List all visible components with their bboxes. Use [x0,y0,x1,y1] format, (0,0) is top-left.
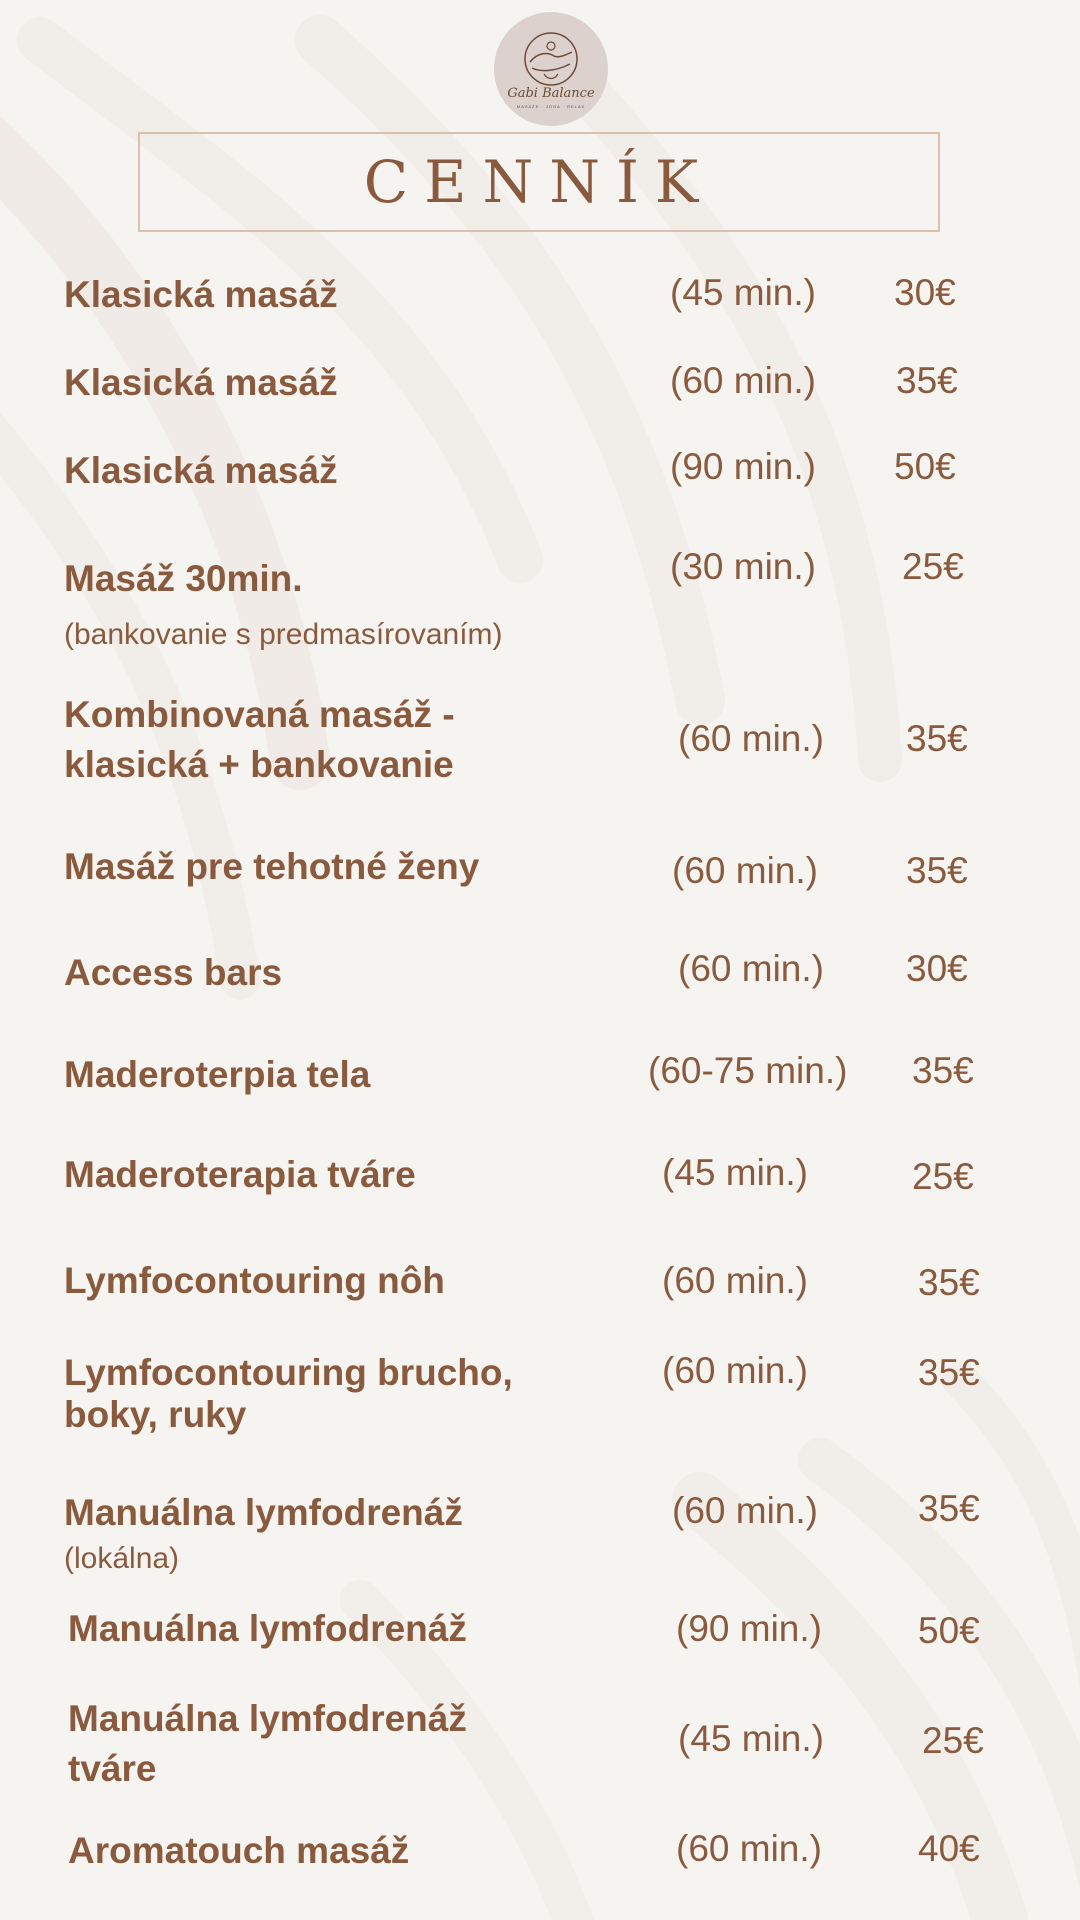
service-duration: (90 min.) [676,1608,822,1649]
service-name-line2: boky, ruky [64,1394,247,1435]
service-price: 25€ [922,1720,984,1761]
service-name: Maderoterpia tela [64,1054,371,1095]
service-name-line2: klasická + bankovanie [64,744,454,785]
service-name: Masáž 30min. [64,558,303,599]
service-price: 35€ [906,718,968,759]
service-note: (bankovanie s predmasírovaním) [64,618,503,651]
service-duration: (60-75 min.) [648,1050,848,1091]
service-duration: (60 min.) [676,1828,822,1869]
service-price: 25€ [902,546,964,587]
service-duration: (60 min.) [678,718,824,759]
service-price: 30€ [894,272,956,313]
service-name-line2: tváre [68,1748,157,1789]
service-name: Klasická masáž [64,274,338,315]
service-duration: (60 min.) [678,948,824,989]
service-note: (lokálna) [64,1542,180,1575]
service-price: 35€ [896,360,958,401]
page-title: CENNÍK [363,148,715,216]
service-price: 35€ [918,1262,980,1303]
service-duration: (60 min.) [662,1260,808,1301]
service-price: 40€ [918,1828,980,1869]
service-price: 35€ [918,1488,980,1529]
service-price: 25€ [912,1156,974,1197]
service-price: 50€ [894,446,956,487]
service-duration: (30 min.) [670,546,816,587]
service-duration: (45 min.) [678,1718,824,1759]
logo [494,12,608,126]
service-duration: (60 min.) [662,1350,808,1391]
service-name: Klasická masáž [64,450,338,491]
service-price: 30€ [906,948,968,989]
service-price: 50€ [918,1610,980,1651]
service-price: 35€ [906,850,968,891]
service-name-line1: Kombinovaná masáž - [64,694,455,735]
service-name: Manuálna lymfodrenáž [64,1492,463,1533]
service-name: Maderoterapia tváre [64,1154,416,1195]
service-price: 35€ [912,1050,974,1091]
logo-name: Gabi Balance [507,86,595,101]
service-duration: (90 min.) [670,446,816,487]
service-price: 35€ [918,1352,980,1393]
logo-tagline: MASÁŽE · JÓGA · RELAX [516,104,586,109]
service-name: Klasická masáž [64,362,338,403]
service-name: Manuálna lymfodrenáž [68,1608,467,1649]
service-name: Access bars [64,952,283,993]
service-name: Masáž pre tehotné ženy [64,846,480,887]
title-frame [138,132,940,232]
service-duration: (45 min.) [670,272,816,313]
service-duration: (45 min.) [662,1152,808,1193]
service-duration: (60 min.) [672,1490,818,1531]
service-duration: (60 min.) [672,850,818,891]
service-name: Lymfocontouring nôh [64,1260,445,1301]
service-duration: (60 min.) [670,360,816,401]
service-name: Aromatouch masáž [68,1830,410,1871]
service-name-line1: Lymfocontouring brucho, [64,1352,513,1393]
service-name-line1: Manuálna lymfodrenáž [68,1698,467,1739]
